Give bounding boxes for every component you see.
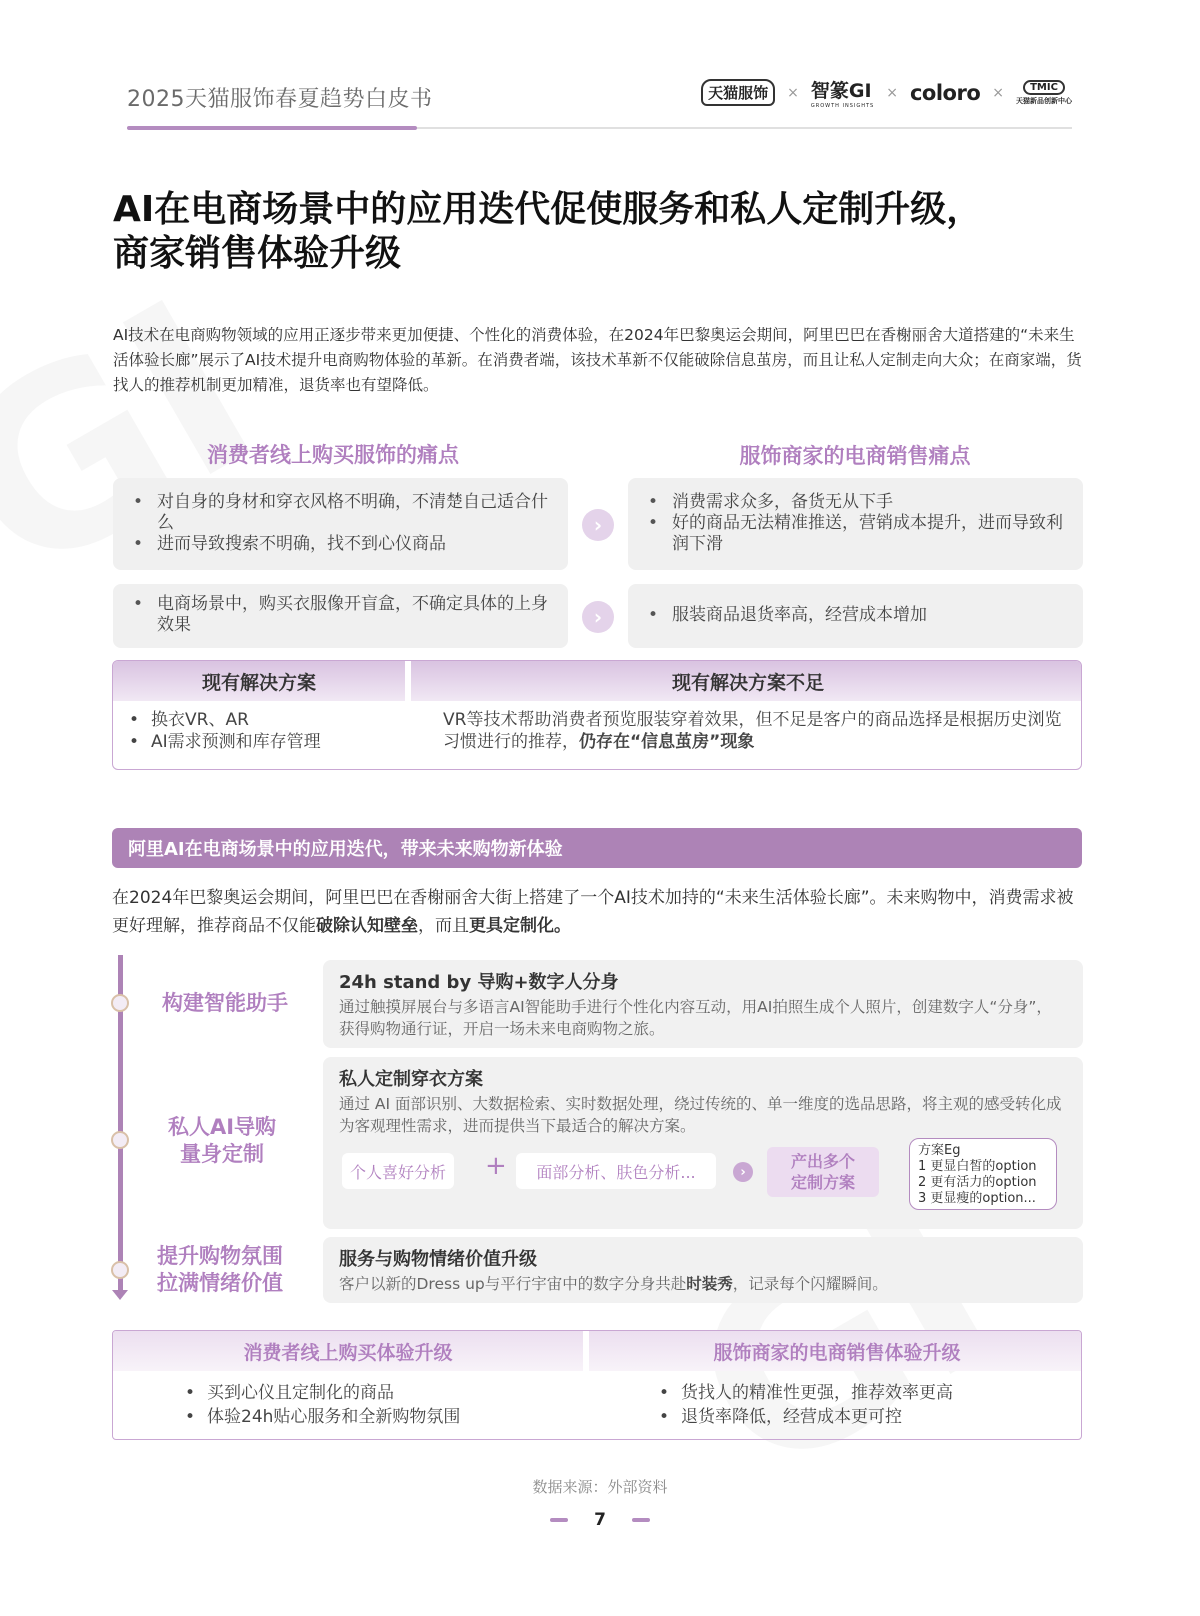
chevron-right-icon: ›	[582, 509, 614, 541]
consumer-upgrade-heading: 消费者线上购买体验升级	[113, 1331, 583, 1371]
solutions-list: • 换衣VR、AR • AI需求预测和库存管理	[123, 709, 413, 753]
consumer-pain-heading: 消费者线上购买服饰的痛点	[207, 443, 459, 467]
zhizhuan-gi-logo: 智篆GI GROWTH INSIGHTS	[810, 80, 875, 109]
feature-card-atmosphere: 服务与购物情绪价值升级 客户以新的Dress up与平行宇宙中的数字分身共赴时装秀，记录每个闪耀瞬间。	[323, 1237, 1083, 1303]
merchant-pain-card-1: • 消费需求众多，备货无从下手 • 好的商品无法精准推送，营销成本提升，进而导致利润下滑	[628, 478, 1083, 570]
partner-logos	[701, 76, 1072, 109]
timeline-arrow-icon	[112, 1290, 128, 1300]
input-preference-analysis: 个人喜好分析	[342, 1153, 454, 1189]
separator: ×	[787, 84, 799, 101]
solutions-gap-text: VR等技术帮助消费者预览服装穿着效果，但不足是客户的商品选择是根据历史浏览习惯进行的推荐，仍存在“信息茧房”现象	[443, 710, 1062, 752]
tmall-fashion-logo: 天猫服饰	[701, 79, 775, 106]
timeline-label-atmosphere: 提升购物氛围 拉满情绪价值	[157, 1244, 283, 1295]
consumer-upgrade-list: • 买到心仪且定制化的商品 • 体验24h贴心服务和全新购物氛围	[179, 1381, 579, 1429]
data-source: 数据来源：外部资料	[532, 1478, 668, 1496]
feature-card-custom: 私人定制穿衣方案 通过 AI 面部识别、大数据检索、实时数据处理，绕过传统的、单一维度的选品思路，将主观的感受转化成为客观理性需求，进而提供当下最适合的解决方案。	[323, 1057, 1083, 1229]
experience-upgrades-table	[112, 1330, 1082, 1440]
timeline-dot	[111, 1131, 129, 1149]
input-face-skin-analysis: 面部分析、肤色分析...	[516, 1153, 716, 1189]
chevron-right-icon: ›	[733, 1162, 753, 1182]
coloro-logo: coloro	[909, 80, 981, 105]
section-heading-bar: 阿里AI在电商场景中的应用迭代，带来未来购物新体验	[112, 828, 1082, 868]
feature-card-assistant: 24h stand by 导购+数字人分身 通过触摸屏展台与多语言AI智能助手进行个性化内容互动，用AI拍照生成个人照片，创建数字人“分身”，获得购物通行证，开启一场未来电商购物之旅。	[323, 960, 1083, 1048]
merchant-upgrade-list: • 货找人的精准性更强，推荐效率更高 • 退货率降低，经营成本更可控	[653, 1381, 1073, 1429]
output-custom-plans: 产出多个 定制方案	[767, 1147, 879, 1197]
timeline-label-custom: 私人AI导购 量身定制	[167, 1115, 277, 1166]
document-title: 2025天猫服饰春夏趋势白皮书	[127, 87, 433, 112]
section-paragraph: 在2024年巴黎奥运会期间，阿里巴巴在香榭丽舍大街上搭建了一个AI技术加持的“未来生活体验长廊”。未来购物中，消费需求被更好理解，推荐商品不仅能破除认知壁垒，而且更具定制化。	[112, 888, 1074, 936]
solutions-gap-heading: 现有解决方案不足	[409, 661, 1082, 701]
example-callout: 方案Eg 1 更显白皙的option 2 更有活力的option 3 更显瘦的option...	[909, 1138, 1057, 1210]
intro-paragraph: AI技术在电商购物领域的应用正逐步带来更加便捷、个性化的消费体验，在2024年巴黎奥运会期间，阿里巴巴在香榭丽舍大道搭建的“未来生活体验长廊”展示了AI技术提升电商购物体验的革新。在消费者端，该技术革新不仅能破除信息茧房，而且让私人定制走向大众；在商家端，货找人的推荐机制更加精准，退货率也有望降低。	[113, 326, 1082, 394]
plus-icon: +	[485, 1151, 507, 1181]
solutions-heading: 现有解决方案	[113, 661, 405, 701]
timeline-dot	[111, 994, 129, 1012]
chevron-right-icon: ›	[582, 601, 614, 633]
page-title: AI在电商场景中的应用迭代促使服务和私人定制升级， 商家销售体验升级	[113, 189, 983, 274]
merchant-upgrade-heading: 服饰商家的电商销售体验升级	[587, 1331, 1082, 1371]
consumer-pain-card-1: • 对自身的身材和穿衣风格不明确，不清楚自己适合什么 • 进而导致搜索不明确，找不到心仪商品	[113, 478, 568, 570]
page-dash-left	[550, 1518, 568, 1522]
page-dash-right	[632, 1518, 650, 1522]
timeline-label-assistant: 构建智能助手	[162, 991, 288, 1015]
tmic-logo: TMIC 天猫新品创新中心	[1016, 81, 1072, 105]
header-divider-accent	[127, 126, 417, 130]
merchant-pain-heading: 服饰商家的电商销售痛点	[739, 444, 971, 468]
page-number: 7	[0, 1510, 1200, 1530]
consumer-pain-card-2: • 电商场景中，购买衣服像开盲盒，不确定具体的上身效果	[113, 584, 568, 648]
timeline-dot	[111, 1261, 129, 1279]
existing-solutions-table	[112, 660, 1082, 770]
merchant-pain-card-2: • 服装商品退货率高，经营成本增加	[628, 584, 1083, 648]
separator: ×	[886, 84, 898, 101]
separator: ×	[992, 84, 1004, 101]
